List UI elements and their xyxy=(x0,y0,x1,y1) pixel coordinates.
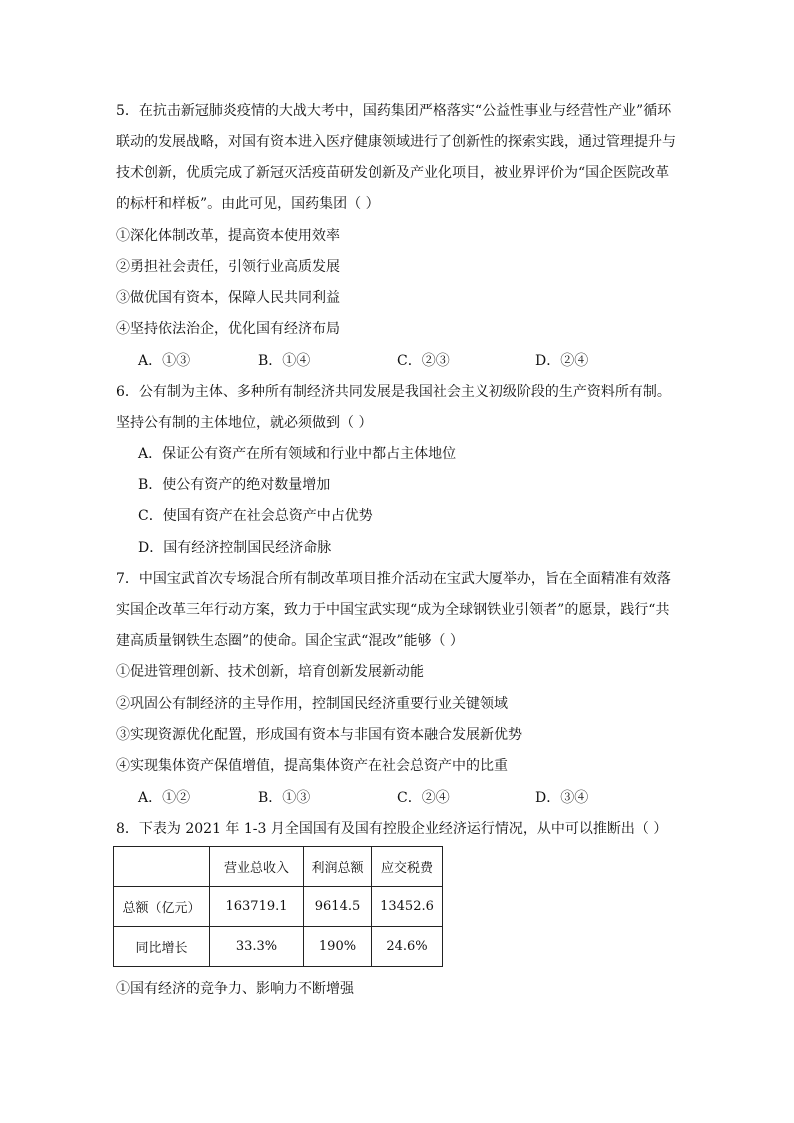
table-row xyxy=(114,927,443,967)
q7-item-2: ②巩固公有制经济的主导作用，控制国民经济重要行业关键领域 xyxy=(116,696,508,712)
q6-choice-d[interactable]: D．国有经济控制国民经济命脉 xyxy=(138,540,332,556)
q5-choice-a[interactable]: A．①③ xyxy=(138,353,191,369)
q8-item-1: ①国有经济的竞争力、影响力不断增强 xyxy=(116,981,354,997)
q5-choice-d[interactable]: D．②④ xyxy=(535,353,589,369)
q5-stem-line-4: 的标杆和样板”。由此可见，国药集团（ ） xyxy=(116,196,380,212)
q8-stem: 8．下表为 2021 年 1-3 月全国国有及国有控股企业经济运行情况，从中可以推断出（ ） xyxy=(116,821,668,837)
table-row-label: 总额（亿元） xyxy=(114,887,210,927)
table-row xyxy=(114,887,443,927)
q5-stem-line-2: 联动的发展战略，对国有资本进入医疗健康领域进行了创新性的探索实践，通过管理提升与 xyxy=(116,134,676,150)
table-cell: 24.6% xyxy=(372,927,443,967)
q5-item-1: ①深化体制改革，提高资本使用效率 xyxy=(116,228,340,244)
q5-item-2: ②勇担社会责任，引领行业高质发展 xyxy=(116,259,340,275)
q7-stem-line-1: 7．中国宝武首次专场混合所有制改革项目推介活动在宝武大厦举办，旨在全面精准有效落 xyxy=(116,571,671,587)
q7-item-3: ③实现资源优化配置，形成国有资本与非国有资本融合发展新优势 xyxy=(116,727,522,743)
table-cell: 13452.6 xyxy=(372,887,443,927)
q7-choice-a[interactable]: A．①② xyxy=(138,790,191,806)
q5-choice-c[interactable]: C．②③ xyxy=(397,353,450,369)
q7-item-4: ④实现集体资产保值增值，提高集体资产在社会总资产中的比重 xyxy=(116,758,508,774)
q7-choice-d[interactable]: D．③④ xyxy=(535,790,589,806)
q6-stem-line-1: 6．公有制为主体、多种所有制经济共同发展是我国社会主义初级阶段的生产资料所有制。 xyxy=(116,384,671,400)
table-header-tax: 应交税费 xyxy=(372,847,443,887)
table-header-row xyxy=(114,847,443,887)
q7-choices xyxy=(138,788,658,808)
q7-choice-b[interactable]: B．①③ xyxy=(258,790,311,806)
table-cell: 163719.1 xyxy=(210,887,304,927)
table-header-profit: 利润总额 xyxy=(304,847,372,887)
q5-stem-line-3: 技术创新，优质完成了新冠灭活疫苗研发创新及产业化项目，被业界评价为“国企医院改革 xyxy=(116,165,670,181)
q6-choice-b[interactable]: B．使公有资产的绝对数量增加 xyxy=(138,477,331,493)
table-cell: 190% xyxy=(304,927,372,967)
table-header-revenue: 营业总收入 xyxy=(210,847,304,887)
table-cell: 9614.5 xyxy=(304,887,372,927)
q5-choices xyxy=(138,351,658,371)
q5-item-4: ④坚持依法治企，优化国有经济布局 xyxy=(116,321,340,337)
table-header-cell-empty xyxy=(114,847,210,887)
q7-choice-c[interactable]: C．②④ xyxy=(397,790,450,806)
q8-data-table xyxy=(113,846,443,967)
q7-item-1: ①促进管理创新、技术创新，培育创新发展新动能 xyxy=(116,664,424,680)
table-row-label: 同比增长 xyxy=(114,927,210,967)
q6-choice-c[interactable]: C．使国有资产在社会总资产中占优势 xyxy=(138,508,373,524)
table-cell: 33.3% xyxy=(210,927,304,967)
q7-stem-line-3: 建高质量钢铁生态圈”的使命。国企宝武“混改”能够（ ） xyxy=(116,633,464,649)
q5-stem-line-1: 5．在抗击新冠肺炎疫情的大战大考中，国药集团严格落实“公益性事业与经营性产业”循环 xyxy=(116,103,672,119)
q7-stem-line-2: 实国企改革三年行动方案，致力于中国宝武实现“成为全球钢铁业引领者”的愿景，践行“共 xyxy=(116,602,670,618)
q5-item-3: ③做优国有资本，保障人民共同利益 xyxy=(116,290,340,306)
q6-choice-a[interactable]: A．保证公有资产在所有领域和行业中都占主体地位 xyxy=(138,446,457,462)
q6-stem-line-2: 坚持公有制的主体地位，就必须做到（ ） xyxy=(116,415,373,431)
q5-choice-b[interactable]: B．①④ xyxy=(258,353,311,369)
